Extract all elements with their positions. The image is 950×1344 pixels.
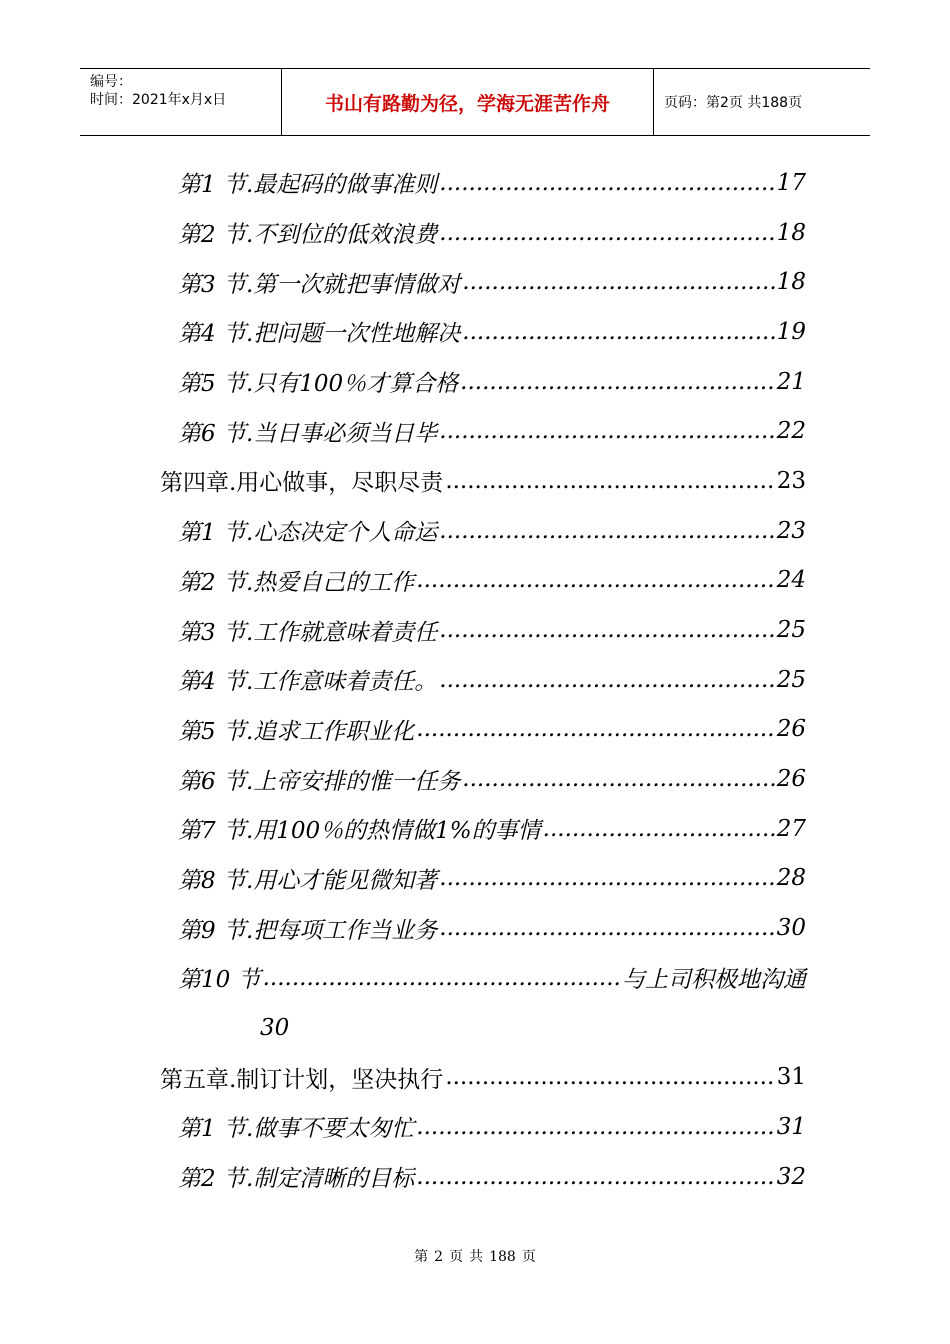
toc-page-number: 25 [776,666,806,693]
toc-page-number: 与上司积极地沟通 [622,967,806,994]
toc-dot-leader [263,967,620,989]
toc-section-entry[interactable] [0,556,950,606]
toc-section-entry[interactable] [0,655,950,705]
toc-section-entry[interactable] [0,804,950,854]
toc-dot-leader [439,917,774,939]
toc-section-entry[interactable] [0,854,950,904]
toc-page-number: 31 [776,1113,806,1140]
toc-dot-leader [416,1116,774,1138]
toc-dot-leader [462,271,774,293]
header-motto: 书山有路勤为径，学海无涯苦作舟 [282,69,654,135]
toc-dot-leader [439,669,774,691]
toc-chapter-entry[interactable] [0,456,950,506]
toc-entry-title: 第7 节.用100％的热情做1%的事情 [178,818,541,845]
toc-entry-title: 第2 节.不到位的低效浪费 [178,222,438,249]
toc-page-number: 18 [776,269,806,296]
toc-dot-leader [462,321,774,343]
toc-dot-leader [439,520,774,542]
toc-page-number: 32 [776,1163,806,1190]
toc-entry-title: 第4 节.把问题一次性地解决 [178,321,461,348]
toc-section-entry[interactable] [0,307,950,357]
toc-entry-title: 第2 节.热爱自己的工作 [178,569,415,596]
toc-page-number: 26 [776,716,806,743]
toc-entry-title: 第1 节.最起码的做事准则 [178,172,438,199]
toc-entry-title: 第3 节.工作就意味着责任 [178,619,438,646]
toc-dot-leader [416,569,774,591]
toc-dot-leader [462,768,774,790]
toc-dot-leader [439,420,774,442]
footer-word: 第 [414,1249,429,1265]
toc-entry-title: 第5 节.追求工作职业化 [178,718,415,745]
toc-section-entry[interactable] [0,257,950,307]
toc-dot-leader [416,718,774,740]
toc-entry-title: 第10 节 [178,967,261,994]
footer-total-pages: 188 [489,1249,516,1265]
toc-section-entry[interactable] [0,1102,950,1152]
toc-page-number: 24 [776,567,806,594]
toc-section-entry[interactable] [0,1152,950,1202]
toc-page-number: 27 [776,815,806,842]
toc-section-entry[interactable] [0,953,950,1003]
toc-chapter-entry[interactable] [0,1052,950,1102]
toc-entry-title: 第4 节.工作意味着责任。 [178,669,438,696]
toc-page-number: 28 [776,865,806,892]
toc-section-entry[interactable] [0,208,950,258]
toc-entry-title: 第9 节.把每项工作当业务 [178,917,438,944]
header-page-info: 页码：第2页 共188页 [664,95,803,111]
toc-section-entry[interactable] [0,158,950,208]
toc-entry-title: 第8 节.用心才能见微知著 [178,867,438,894]
toc-page-number: 23 [776,467,806,494]
toc-entry-title: 第6 节.当日事必须当日毕 [178,420,438,447]
toc-continuation[interactable] [0,1003,950,1053]
toc-page-number: 18 [776,219,806,246]
footer-word: 页 [449,1249,464,1265]
toc-entry-title: 第1 节.心态决定个人命运 [178,520,438,547]
toc-entry-title: 第1 节.做事不要太匆忙 [178,1116,415,1143]
toc-page-number: 17 [776,169,806,196]
toc-section-entry[interactable] [0,903,950,953]
toc-section-entry[interactable] [0,705,950,755]
footer-word: 共 [469,1249,484,1265]
toc-dot-leader [416,1166,774,1188]
toc-entry-title: 第五章.制订计划，坚决执行 [160,1066,444,1093]
toc-section-entry[interactable] [0,754,950,804]
toc-page-number: 31 [776,1064,806,1091]
toc-page-number: 26 [776,766,806,793]
page-header [80,68,870,136]
toc-dot-leader [439,222,774,244]
toc-page-number: 30 [776,915,806,942]
toc-section-entry[interactable] [0,357,950,407]
toc-dot-leader [445,470,774,492]
toc-page-number: 23 [776,517,806,544]
footer-current-page: 2 [434,1249,444,1265]
toc-page-number: 21 [776,368,806,395]
footer-word: 页 [521,1249,536,1265]
toc-entry-title: 第2 节.制定清晰的目标 [178,1166,415,1193]
toc-page-number: 19 [776,318,806,345]
toc-dot-leader [439,867,774,889]
header-left-cell [80,69,282,135]
toc-entry-title: 第6 节.上帝安排的惟一任务 [178,768,461,795]
toc-entry-title: 第5 节.只有100％才算合格 [178,371,459,398]
toc-section-entry[interactable] [0,605,950,655]
document-time-label: 时间：2021年x月x日 [90,92,227,108]
toc-entry-title: 第3 节.第一次就把事情做对 [178,271,461,298]
toc-dot-leader [439,172,774,194]
toc-section-entry[interactable] [0,506,950,556]
page-footer [0,1246,950,1266]
toc-entry-title: 第四章.用心做事，尽职尽责 [160,470,444,497]
table-of-contents [0,158,950,1201]
toc-section-entry[interactable] [0,406,950,456]
toc-dot-leader [439,619,774,641]
toc-dot-leader [460,371,775,393]
document-number-label: 编号： [90,74,132,90]
toc-dot-leader [543,818,775,840]
toc-page-number: 25 [776,617,806,644]
toc-page-number: 22 [776,418,806,445]
toc-page-number: 30 [260,1014,290,1041]
toc-dot-leader [445,1066,774,1088]
